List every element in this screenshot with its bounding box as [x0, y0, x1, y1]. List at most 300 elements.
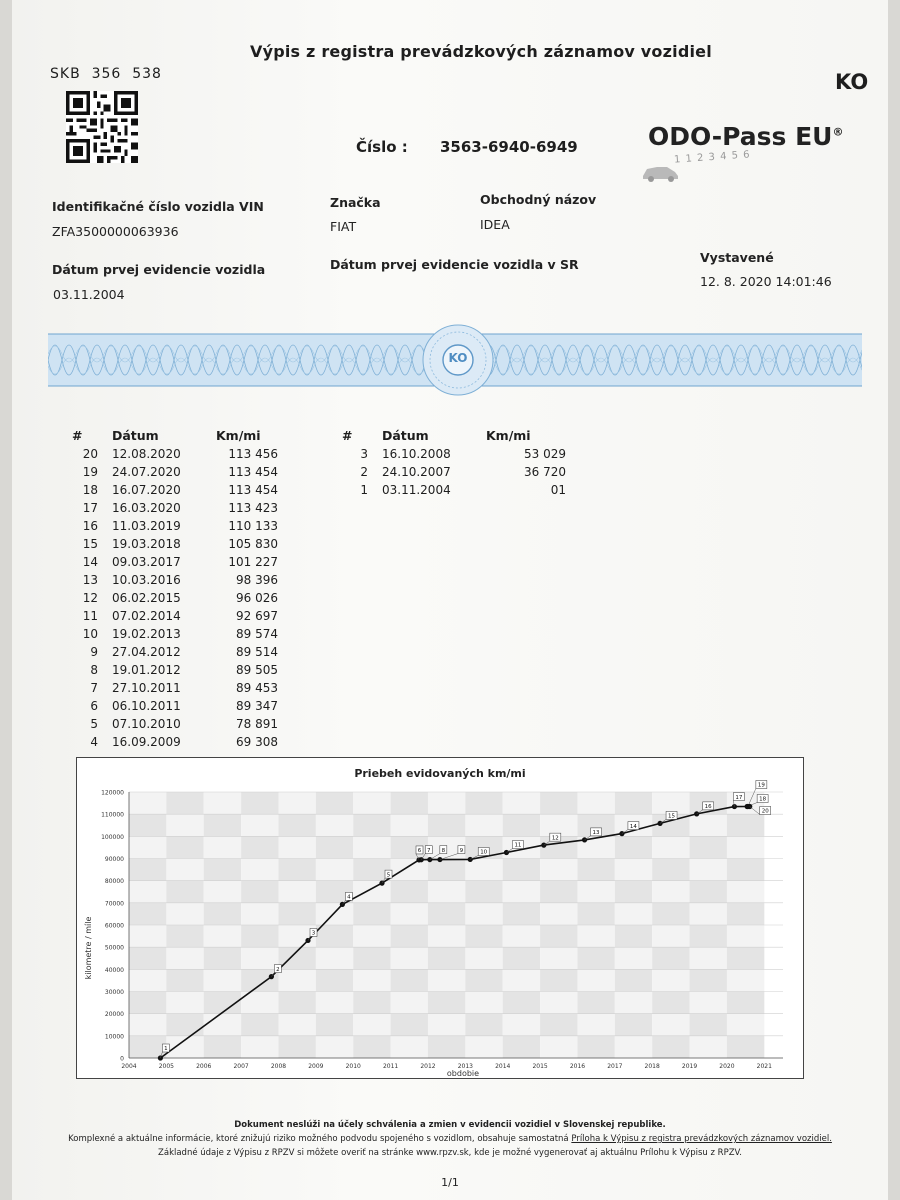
- first-registration-label: Dátum prvej evidencie vozidla: [52, 262, 266, 277]
- plot-cell: [465, 1014, 502, 1036]
- plot-cell: [278, 1014, 315, 1036]
- plot-cell: [428, 792, 465, 814]
- row-date: 06.02.2015: [112, 591, 181, 605]
- row-km: 113 423: [228, 501, 278, 515]
- plot-cell: [391, 925, 428, 947]
- plot-cell: [391, 992, 428, 1014]
- plot-cell: [690, 969, 727, 991]
- plot-cell: [615, 969, 652, 991]
- row-number: 15: [82, 537, 98, 551]
- y-tick-label: 20000: [104, 1011, 124, 1019]
- plot-cell: [241, 792, 278, 814]
- table-row: [342, 481, 566, 499]
- plot-cell: [278, 1036, 315, 1058]
- row-number: 13: [82, 573, 98, 587]
- table-row: [72, 661, 278, 679]
- plot-cell: [652, 836, 689, 858]
- plot-cell: [428, 1014, 465, 1036]
- table-row: [72, 715, 278, 733]
- plot-cell: [278, 859, 315, 881]
- plot-cell: [503, 925, 540, 947]
- plot-cell: [353, 969, 390, 991]
- qr-code-icon: [66, 91, 138, 163]
- plot-cell: [241, 1014, 278, 1036]
- plot-cell: [129, 969, 166, 991]
- table-row: [72, 463, 278, 481]
- col-km-header: Km/mi: [216, 428, 261, 443]
- plot-cell: [166, 859, 203, 881]
- plot-cell: [166, 992, 203, 1014]
- table-row: [72, 535, 278, 553]
- row-km: 92 697: [236, 609, 278, 623]
- plot-cell: [276, 966, 315, 991]
- attachment-link[interactable]: Príloha k Výpisu z registra prevádzkových záznamov vozidiel.: [571, 1134, 832, 1144]
- region-code: KO: [835, 70, 869, 94]
- row-number: 19: [82, 465, 98, 479]
- row-km: 89 453: [236, 681, 278, 695]
- plot-cell: [652, 947, 689, 969]
- plot-cell: [241, 814, 278, 836]
- plot-cell: [241, 966, 280, 991]
- table-row: [72, 589, 278, 607]
- plot-cell: [391, 1014, 428, 1036]
- plot-cell: [727, 947, 764, 969]
- plot-cell: [391, 947, 428, 969]
- col-num-header: #: [72, 428, 83, 443]
- x-tick-label: 2014: [495, 1063, 511, 1070]
- x-tick-label: 2008: [270, 1063, 287, 1070]
- plot-cell: [465, 903, 502, 925]
- plot-cell: [316, 814, 353, 836]
- plot-cell: [465, 814, 502, 836]
- plot-cell: [428, 992, 465, 1014]
- x-tick-label: 2016: [569, 1063, 586, 1070]
- row-date: 09.03.2017: [112, 555, 181, 569]
- plot-cell: [204, 859, 241, 881]
- plot-cell: [129, 1036, 166, 1058]
- plot-cell: [241, 947, 278, 969]
- data-point: [379, 881, 384, 886]
- plot-cell: [615, 1036, 652, 1058]
- document-number-label: Číslo :: [356, 138, 408, 156]
- brand-trademark: ®: [832, 125, 844, 139]
- data-point: [419, 857, 424, 862]
- plot-cell: [465, 925, 502, 947]
- x-tick-label: 2010: [345, 1063, 361, 1070]
- plot-cell: [166, 947, 203, 969]
- row-date: 07.10.2010: [112, 717, 181, 731]
- make-value: FIAT: [330, 219, 357, 234]
- plot-cell: [540, 992, 577, 1014]
- plot-cell: [129, 925, 166, 947]
- plot-cell: [166, 903, 203, 925]
- vin-value: ZFA3500000063936: [52, 224, 179, 239]
- row-km: 98 396: [236, 573, 278, 587]
- data-point: [269, 974, 274, 979]
- plot-cell: [652, 925, 689, 947]
- plot-cell: [278, 992, 315, 1014]
- plot-cell: [465, 1036, 502, 1058]
- plot-cell: [129, 992, 166, 1014]
- plot-cell: [577, 1036, 614, 1058]
- plot-cell: [465, 947, 502, 969]
- x-tick-label: 2020: [719, 1063, 735, 1070]
- y-tick-label: 30000: [104, 989, 124, 996]
- plot-cell: [278, 836, 315, 858]
- plot-cell: [166, 969, 203, 991]
- table-row: [72, 517, 278, 535]
- plot-cell: [503, 881, 540, 903]
- plot-cell: [577, 1014, 614, 1036]
- plot-cell: [540, 903, 577, 925]
- row-date: 16.03.2020: [112, 501, 181, 515]
- plot-cell: [540, 859, 577, 881]
- plot-cell: [615, 992, 652, 1014]
- plot-cell: [353, 836, 390, 858]
- verify-line: Základné údaje z Výpisu z RPZV si môžete overiť na stránke www.rpzv.sk, kde je možné vygenerovať aj aktuálnu Prílohu k Výpisu z RPZV.: [158, 1148, 742, 1158]
- x-tick-label: 2004: [121, 1063, 137, 1070]
- plot-cell: [615, 925, 652, 947]
- table-row: [72, 643, 278, 661]
- y-tick-label: 100000: [101, 833, 124, 841]
- plot-cell: [428, 814, 465, 836]
- plot-cell: [428, 969, 465, 991]
- band-logo-text: KO: [448, 351, 468, 365]
- plot-cell: [690, 881, 727, 903]
- plot-cell: [316, 1036, 353, 1058]
- table-row: [72, 445, 278, 463]
- plot-cell: [391, 1036, 428, 1058]
- y-tick-label: 70000: [104, 900, 124, 908]
- plot-cell: [615, 947, 652, 969]
- row-number: 12: [82, 591, 98, 605]
- point-label: 4: [347, 894, 351, 901]
- plot-cell: [129, 836, 166, 858]
- table-row: [72, 625, 278, 643]
- plot-cell: [727, 814, 764, 836]
- row-number: 9: [90, 645, 98, 659]
- plot-cell: [503, 792, 540, 814]
- data-point: [468, 857, 473, 862]
- plot-cell: [615, 836, 652, 858]
- y-tick-label: 120000: [101, 789, 124, 797]
- plot-cell: [353, 1036, 390, 1058]
- row-km: 89 514: [236, 645, 278, 659]
- table-row: [72, 481, 278, 499]
- stamp-digits: 1 1 2 3 4 5 6: [673, 149, 751, 166]
- skb-number: SKB 356 538: [50, 66, 162, 82]
- plot-cell: [727, 992, 764, 1014]
- col-num-header: #: [342, 428, 353, 443]
- point-label: 2: [276, 966, 280, 973]
- row-km: 96 026: [236, 591, 278, 605]
- x-tick-label: 2006: [196, 1063, 212, 1070]
- disclaimer-line: [0, 1120, 900, 1130]
- plot-cell: [577, 881, 614, 903]
- plot-cell: [316, 992, 353, 1014]
- plot-cell: [166, 925, 203, 947]
- point-label: 8: [441, 847, 446, 854]
- x-tick-label: 2015: [532, 1063, 548, 1070]
- plot-cell: [690, 1036, 727, 1058]
- row-km: 101 227: [228, 555, 278, 569]
- plot-cell: [577, 792, 614, 814]
- point-label: 20: [761, 808, 769, 815]
- x-tick-label: 2011: [382, 1063, 399, 1070]
- row-date: 10.03.2016: [112, 573, 181, 587]
- plot-cell: [615, 881, 652, 903]
- plot-cell: [727, 881, 764, 903]
- plot-cell: [166, 814, 203, 836]
- make-label: Značka: [330, 195, 381, 210]
- point-label: 15: [668, 813, 676, 820]
- plot-cell: [540, 1014, 577, 1036]
- plot-cell: [241, 903, 278, 925]
- plot-cell: [278, 881, 315, 903]
- plot-cell: [727, 1014, 764, 1036]
- x-tick-label: 2007: [233, 1063, 249, 1070]
- table-row: [72, 679, 278, 697]
- plot-cell: [428, 1036, 465, 1058]
- plot-cell: [428, 903, 465, 925]
- row-number: 20: [82, 447, 98, 461]
- row-date: 16.10.2008: [382, 447, 451, 461]
- point-label: 7: [426, 847, 431, 854]
- table-row: [72, 697, 278, 715]
- col-km-header: Km/mi: [486, 428, 531, 443]
- plot-cell: [690, 1014, 727, 1036]
- plot-cell: [577, 969, 614, 991]
- point-label: 18: [759, 796, 767, 803]
- plot-cell: [652, 859, 689, 881]
- plot-cell: [503, 1014, 540, 1036]
- plot-cell: [129, 792, 166, 814]
- plot-cell: [204, 925, 241, 947]
- plot-cell: [391, 814, 428, 836]
- table-row: [342, 445, 566, 463]
- x-axis-label: obdobie: [446, 1069, 480, 1078]
- plot-cell: [353, 947, 390, 969]
- plot-cell: [577, 992, 614, 1014]
- plot-cell: [727, 836, 764, 858]
- plot-cell: [727, 925, 764, 947]
- row-number: 7: [90, 681, 98, 695]
- plot-cell: [278, 792, 315, 814]
- plot-cell: [166, 836, 203, 858]
- plot-cell: [316, 859, 353, 881]
- plot-cell: [652, 903, 689, 925]
- point-label: 17: [735, 794, 743, 801]
- mileage-chart-frame: [76, 757, 804, 1079]
- table-row: [72, 607, 278, 625]
- plot-cell: [391, 881, 428, 903]
- plot-cell: [615, 792, 652, 814]
- row-km: 36 720: [524, 465, 566, 479]
- row-date: 16.09.2009: [112, 735, 181, 749]
- issued-value: 12. 8. 2020 14:01:46: [700, 274, 832, 289]
- trade-name-label: Obchodný názov: [480, 192, 597, 207]
- odometer-stamp: [640, 149, 780, 188]
- plot-cell: [540, 792, 577, 814]
- row-number: 2: [360, 465, 368, 479]
- plot-cell: [241, 1036, 278, 1058]
- plot-cell: [278, 903, 315, 925]
- plot-cell: [615, 859, 652, 881]
- plot-cell: [577, 903, 614, 925]
- plot-cell: [503, 814, 540, 836]
- plot-cell: [166, 881, 203, 903]
- plot-cell: [428, 925, 465, 947]
- mileage-table-left: [72, 428, 278, 751]
- plot-cell: [353, 814, 390, 836]
- plot-cell: [503, 969, 540, 991]
- row-number: 16: [82, 519, 98, 533]
- plot-cell: [727, 969, 764, 991]
- plot-cell: [465, 992, 502, 1014]
- plot-cell: [727, 1036, 764, 1058]
- point-label: 12: [551, 835, 559, 842]
- plot-cell: [727, 903, 764, 925]
- vin-label: Identifikačné číslo vozidla VIN: [52, 199, 264, 214]
- plot-cell: [204, 792, 241, 814]
- plot-cell: [129, 947, 166, 969]
- row-date: 19.03.2018: [112, 537, 181, 551]
- plot-cell: [540, 1036, 577, 1058]
- row-number: 18: [82, 483, 98, 497]
- table-row: [72, 553, 278, 571]
- x-tick-label: 2009: [308, 1063, 324, 1070]
- plot-cell: [652, 792, 689, 814]
- row-km: 89 505: [236, 663, 278, 677]
- point-label: 11: [514, 842, 522, 849]
- page-number: 1/1: [441, 1176, 459, 1189]
- y-tick-label: 110000: [101, 811, 124, 819]
- plot-cell: [129, 881, 166, 903]
- plot-cell: [690, 814, 727, 836]
- disclaimer-text: Dokument neslúži na účely schválenia a zmien v evidencii vozidiel v Slovenskej republike.: [234, 1120, 666, 1130]
- y-tick-label: 0: [120, 1055, 124, 1063]
- plot-cell: [316, 836, 353, 858]
- row-date: 07.02.2014: [112, 609, 181, 623]
- row-km: 110 133: [228, 519, 278, 533]
- row-date: 19.02.2013: [112, 627, 181, 641]
- point-label: 19: [757, 782, 765, 789]
- row-date: 11.03.2019: [112, 519, 181, 533]
- plot-cell: [241, 881, 278, 903]
- plot-cell: [615, 903, 652, 925]
- plot-cell: [166, 792, 203, 814]
- plot-cell: [391, 969, 428, 991]
- row-km: 78 891: [236, 717, 278, 731]
- plot-cell: [129, 859, 166, 881]
- data-point: [340, 902, 345, 907]
- trade-name-value: IDEA: [480, 217, 510, 232]
- row-km: 113 454: [228, 465, 278, 479]
- plot-cell: [465, 881, 502, 903]
- x-tick-label: 2018: [644, 1063, 660, 1070]
- plot-cell: [428, 881, 465, 903]
- row-date: 19.01.2012: [112, 663, 181, 677]
- point-label: 5: [386, 872, 391, 879]
- row-date: 27.04.2012: [112, 645, 181, 659]
- row-number: 5: [90, 717, 98, 731]
- point-label: 10: [480, 849, 488, 856]
- row-date: 12.08.2020: [112, 447, 181, 461]
- plot-cell: [690, 903, 727, 925]
- row-number: 14: [82, 555, 98, 569]
- point-label: 13: [592, 830, 600, 837]
- row-number: 3: [360, 447, 368, 461]
- odo-pass-logo: [648, 122, 843, 151]
- plot-cell: [577, 925, 614, 947]
- row-km: 89 347: [236, 699, 278, 713]
- data-point: [305, 938, 310, 943]
- x-tick-label: 2017: [607, 1063, 623, 1070]
- plot-cell: [353, 881, 390, 903]
- row-number: 10: [82, 627, 98, 641]
- plot-cell: [465, 792, 502, 814]
- plot-cell: [652, 1014, 689, 1036]
- plot-cell: [204, 947, 241, 969]
- info-text: Komplexné a aktuálne informácie, ktoré znižujú riziko možného podvodu spojeného s vozidlom, obsahuje samostatná: [68, 1134, 569, 1144]
- table-row: [342, 463, 566, 481]
- row-number: 4: [90, 735, 98, 749]
- data-point: [158, 1055, 163, 1060]
- row-km: 113 456: [228, 447, 278, 461]
- row-number: 1: [360, 483, 368, 497]
- plot-cell: [316, 925, 353, 947]
- plot-cell: [316, 969, 353, 991]
- y-tick-label: 60000: [104, 922, 124, 930]
- brand-name: ODO-Pass EU: [648, 122, 833, 151]
- table-row: [72, 733, 278, 751]
- first-registration-sr-label: Dátum prvej evidencie vozidla v SR: [330, 257, 579, 272]
- row-date: 06.10.2011: [112, 699, 181, 713]
- plot-cell: [316, 1014, 353, 1036]
- info-line: [0, 1134, 900, 1144]
- y-tick-label: 80000: [104, 878, 124, 886]
- row-km: 113 454: [228, 483, 278, 497]
- plot-cell: [503, 1036, 540, 1058]
- row-km: 53 029: [524, 447, 566, 461]
- plot-cell: [204, 881, 241, 903]
- plot-cell: [428, 859, 465, 881]
- plot-cell: [278, 814, 315, 836]
- plot-cell: [204, 903, 241, 925]
- x-tick-label: 2012: [420, 1063, 436, 1070]
- x-tick-label: 2013: [457, 1063, 473, 1070]
- issued-label: Vystavené: [700, 250, 774, 265]
- plot-cell: [465, 969, 502, 991]
- point-label: 9: [459, 847, 464, 854]
- col-date-header: Dátum: [382, 428, 429, 443]
- row-number: 8: [90, 663, 98, 677]
- col-date-header: Dátum: [112, 428, 159, 443]
- plot-cell: [204, 836, 241, 858]
- mileage-chart: [77, 758, 803, 1078]
- row-date: 24.10.2007: [382, 465, 451, 479]
- x-tick-label: 2005: [158, 1063, 175, 1070]
- point-label: 1: [164, 1046, 168, 1053]
- row-date: 27.10.2011: [112, 681, 181, 695]
- plot-cell: [391, 792, 428, 814]
- plot-cell: [391, 903, 428, 925]
- plot-cell: [503, 859, 540, 881]
- plot-cell: [690, 947, 727, 969]
- point-label: 14: [629, 823, 637, 830]
- plot-cell: [615, 1014, 652, 1036]
- plot-cell: [577, 947, 614, 969]
